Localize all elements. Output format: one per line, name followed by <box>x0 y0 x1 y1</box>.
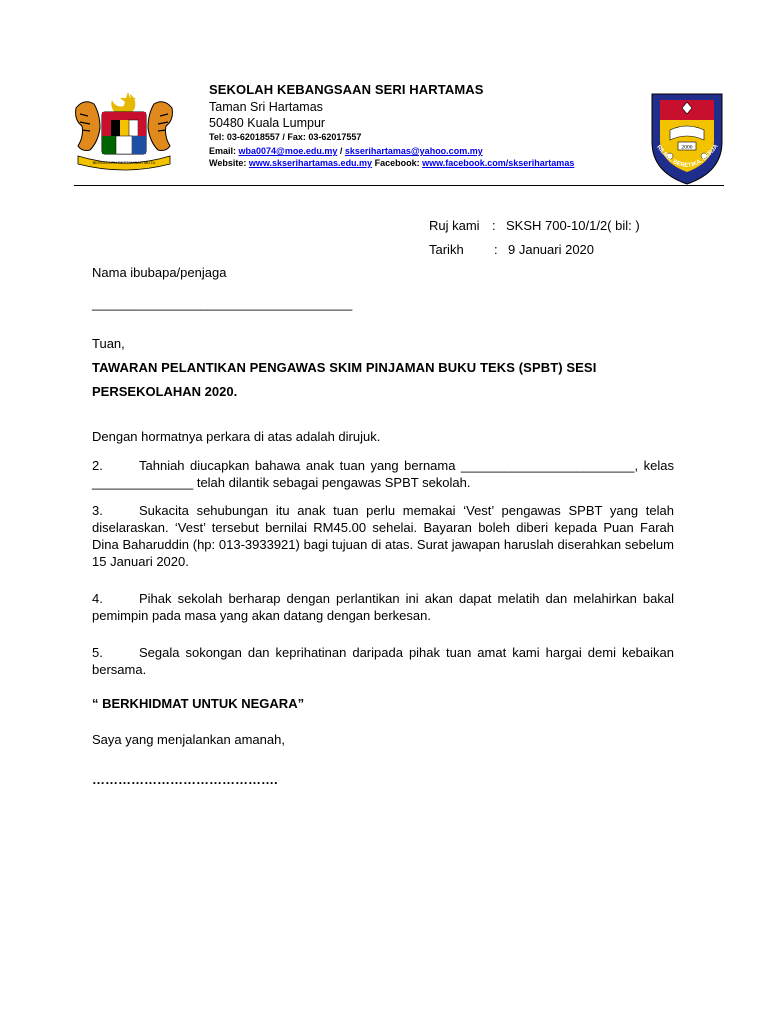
website-link[interactable]: www.skserihartamas.edu.my <box>248 158 373 168</box>
email-link-yahoo[interactable]: skserihartamas@yahoo.com.my <box>344 146 483 156</box>
paragraph-number: 4. <box>92 591 103 606</box>
paragraph-2 <box>92 457 674 491</box>
paragraph-text: Pihak sekolah berharap dengan perlantikan ini akan dapat melatih dan melahirkan bakal pemimpin pada masa yang akan datang dengan berkesan. <box>92 591 674 623</box>
slogan: “ BERKHIDMAT UNTUK NEGARA” <box>92 696 305 711</box>
crest-motto: RILMU, BERETIKA, BERJA <box>655 143 720 170</box>
ruj-value: SKSH 700-10/1/2( bil: ) <box>506 218 640 233</box>
paragraph-number: 3. <box>92 503 103 518</box>
tel-fax: Tel: 03-62018557 / Fax: 03-62017557 <box>209 132 362 142</box>
email-label: Email: <box>209 146 239 156</box>
paragraph-text: Segala sokongan dan keprihatinan daripada pihak tuan amat kami hargai demi kebaikan bersama. <box>92 645 674 677</box>
address-line-2: 50480 Kuala Lumpur <box>209 116 326 130</box>
crest-year: 2000 <box>681 144 693 151</box>
paragraph-text: Tahniah diucapkan bahawa anak tuan yang bernama ________________________, kelas ______________ telah dilantik sebagai pengawas SPBT sekolah. <box>92 458 674 490</box>
recipient-blank-line: ____________________________________ <box>92 296 353 311</box>
school-crest-icon <box>648 90 726 186</box>
closing-text: Saya yang menjalankan amanah, <box>92 732 285 747</box>
ruj-colon: : <box>492 218 496 233</box>
paragraph-3 <box>92 502 674 570</box>
intro-text: Dengan hormatnya perkara di atas adalah dirujuk. <box>92 429 381 444</box>
facebook-label: Facebook: <box>372 158 423 168</box>
subject-line-2: PERSEKOLAHAN 2020. <box>92 384 238 399</box>
subject-line-1: TAWARAN PELANTIKAN PENGAWAS SKIM PINJAMAN BUKU TEKS (SPBT) SESI <box>92 360 597 375</box>
website-line <box>209 158 574 168</box>
salutation: Tuan, <box>92 336 125 351</box>
tarikh-value: 9 Januari 2020 <box>508 242 595 257</box>
tarikh-colon: : <box>494 242 498 257</box>
address-line-1: Taman Sri Hartamas <box>209 100 323 114</box>
facebook-link[interactable]: www.facebook.com/skserihartamas <box>422 158 575 168</box>
ruj-label: Ruj kami <box>429 218 480 233</box>
email-separator: / <box>337 146 345 156</box>
paragraph-number: 2. <box>92 458 103 473</box>
email-link-moe[interactable]: wba0074@moe.edu.my <box>238 146 338 156</box>
paragraph-number: 5. <box>92 645 103 660</box>
paragraph-4 <box>92 590 674 624</box>
header-divider <box>74 185 724 186</box>
paragraph-5 <box>92 644 674 678</box>
email-line <box>209 146 483 156</box>
recipient-label: Nama ibubapa/penjaga <box>92 265 227 280</box>
website-label: Website: <box>209 158 249 168</box>
malaysia-coat-of-arms-icon <box>72 88 176 172</box>
school-name: SEKOLAH KEBANGSAAN SERI HARTAMAS <box>209 82 484 97</box>
svg-text:BERSEKUTU BERTAMBAH MUTU: BERSEKUTU BERTAMBAH MUTU <box>92 160 156 165</box>
tarikh-label: Tarikh <box>429 242 464 257</box>
signature-line: ……………………………………. <box>92 772 278 787</box>
paragraph-text: Sukacita sehubungan itu anak tuan perlu memakai ‘Vest’ pengawas SPBT yang telah diselaraskan. ‘Vest’ tersebut bernilai RM45.00 sehelai. Bayaran boleh diberi kepada Puan Farah Dina Baharuddin (hp: 013-3933921) bagi tujuan di atas. Surat jawapan haruslah diserahkan sebelum 15 Januari 2020. <box>92 503 674 569</box>
